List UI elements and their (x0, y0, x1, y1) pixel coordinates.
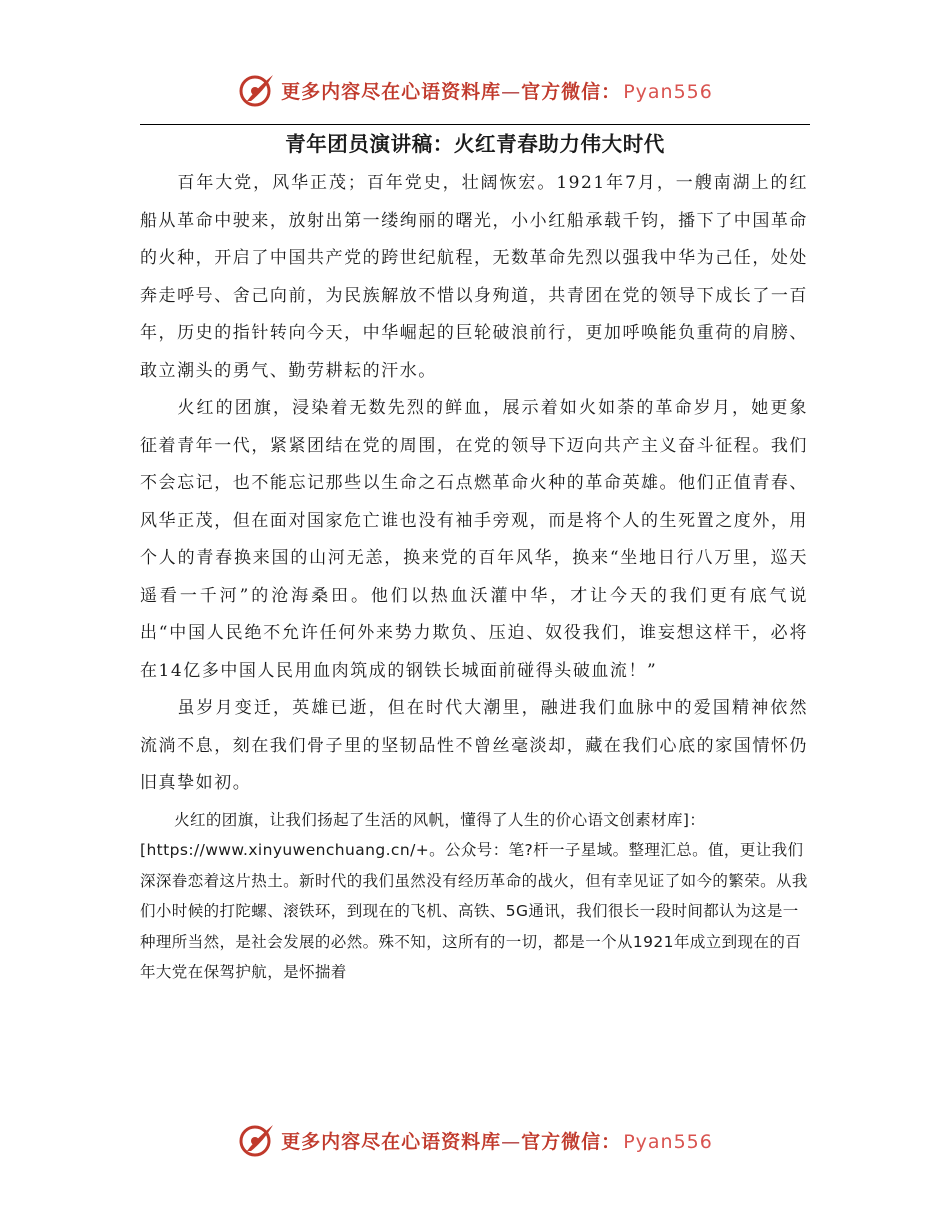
banner-wechat-label: 官方微信： (521, 1130, 622, 1153)
banner-wechat-label: 官方微信： (521, 80, 622, 103)
paragraph-3: 虽岁月变迁，英雄已逝，但在时代大潮里，融进我们血脉中的爱国精神依然流淌不息，刻在我们骨子里的坚韧品性不曾丝毫淡却，藏在我们心底的家国情怀仍旧真挚如初。 (140, 698, 808, 793)
document-body (140, 165, 808, 988)
document-title: 青年团员演讲稿：火红青春助力伟大时代 (285, 132, 665, 156)
header-rule (140, 124, 810, 125)
banner-separator: — (501, 80, 522, 103)
header-banner (0, 70, 950, 110)
header-banner-text (281, 77, 713, 104)
quill-pen-logo-icon (237, 1121, 277, 1159)
banner-separator: — (501, 1130, 522, 1153)
banner-slogan: 更多内容尽在心语资料库 (281, 80, 502, 103)
footer-banner (0, 1120, 950, 1160)
paragraph-4: 火红的团旗，让我们扬起了生活的风帆，懂得了人生的价心语文创素材库]： [https://www.xinyuwenchuang.cn/+。公众号：笔?杆一子星域。整理汇总。值，更让我们深深眷恋着这片热土。新时代的我们虽然没有经历革命的战火，但有幸见证了如今的繁荣。从我们小时候的打陀螺、滚铁环，到现在的飞机、高铁、5G通讯，我们很长一段时间都认为这是一种理所当然，是社会发展的必然。殊不知，这所有的一切，都是一个从1921年成立到现在的百年大党在保驾护航，是怀揣着 (140, 810, 808, 981)
banner-wechat-id: Pyan556 (623, 1130, 713, 1153)
footer-banner-text (281, 1127, 713, 1154)
paragraph-2: 火红的团旗，浸染着无数先烈的鲜血，展示着如火如荼的革命岁月，她更象征着青年一代，紧紧团结在党的周围，在党的领导下迈向共产主义奋斗征程。我们不会忘记，也不能忘记那些以生命之石点燃革命火种的革命英雄。他们正值青春、风华正茂，但在面对国家危亡谁也没有袖手旁观，而是将个人的生死置之度外，用个人的青春换来国的山河无恙，换来党的百年风华，换来“坐地日行八万里，巡天遥看一千河”的沧海桑田。他们以热血沃灌中华，才让今天的我们更有底气说出“中国人民绝不允许任何外来势力欺负、压迫、奴役我们，谁妄想这样干，必将在14亿多中国人民用血肉筑成的钢铁长城面前碰得头破血流！” (140, 398, 808, 681)
banner-wechat-id: Pyan556 (623, 80, 713, 103)
quill-pen-logo-icon (237, 71, 277, 109)
banner-slogan: 更多内容尽在心语资料库 (281, 1130, 502, 1153)
paragraph-1: 百年大党，风华正茂；百年党史，壮阔恢宏。1921年7月，一艘南湖上的红船从革命中驶来，放射出第一缕绚丽的曙光，小小红船承载千钧，播下了中国革命的火种，开启了中国共产党的跨世纪航程，无数革命先烈以强我中华为己任，处处奔走呼号、舍己向前，为民族解放不惜以身殉道，共青团在党的领导下成长了一百年，历史的指针转向今天，中华崛起的巨轮破浪前行，更加呼唤能负重荷的肩膀、敢立潮头的勇气、勤劳耕耘的汗水。 (140, 173, 808, 381)
